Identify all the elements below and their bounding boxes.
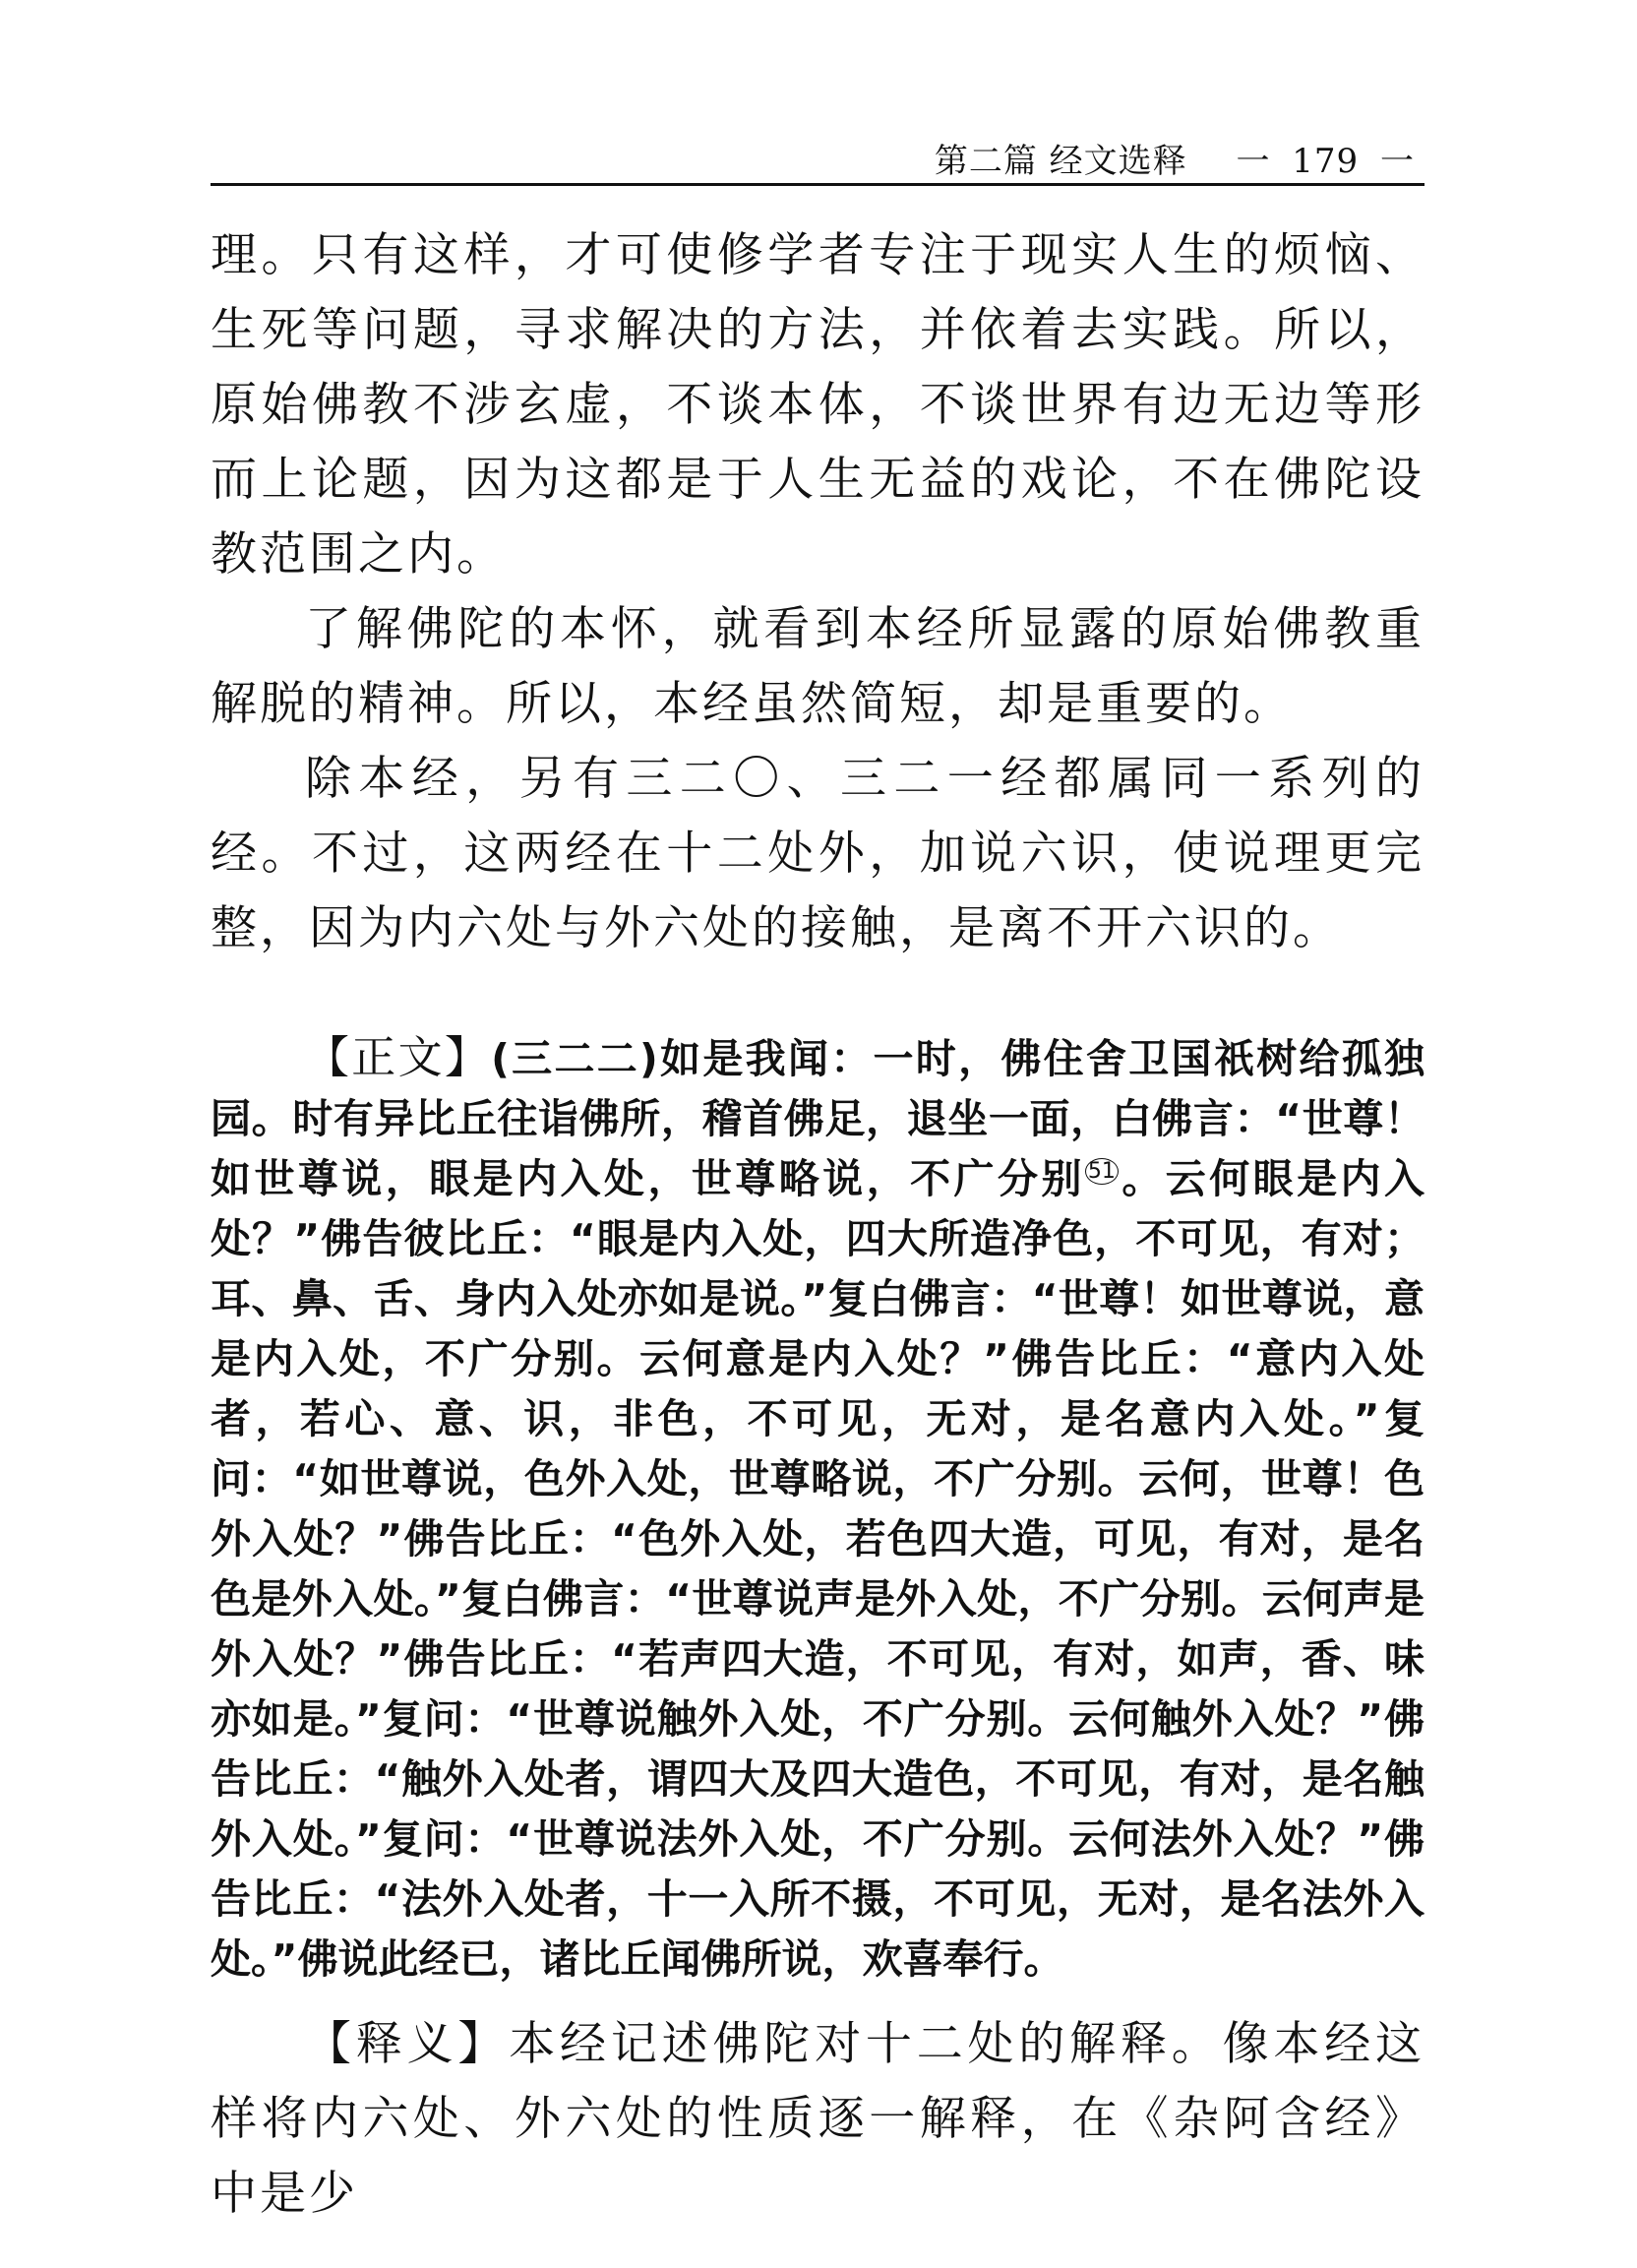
paragraph-related-sutras: 除本经，另有三二〇、三二一经都属同一系列的经。不过，这两经在十二处外，加说六识，使说理更完整，因为内六处与外六处的接触，是离不开六识的。 xyxy=(211,752,1425,955)
header-section: 第二篇 xyxy=(934,142,1038,181)
explanation-paragraph xyxy=(211,2007,1425,2232)
paragraph-buddha-intent: 了解佛陀的本怀，就看到本经所显露的原始佛教重解脱的精神。所以，本经虽然简短，却是重要的。 xyxy=(211,602,1425,731)
footnote-reference[interactable]: 51 xyxy=(1085,1158,1119,1185)
paragraph-continuation: 理。只有这样，才可使修学者专注于现实人生的烦恼、生死等问题，寻求解决的方法，并依着去实践。所以，原始佛教不涉玄虚，不谈本体，不谈世界有边无边等形而上论题，因为这都是于人生无益的戏论，不在佛陀设教范围之内。 xyxy=(211,228,1425,582)
header-dash-right: 一 xyxy=(1380,142,1415,181)
header-title: 经文选释 xyxy=(1049,142,1187,181)
running-header xyxy=(211,126,1425,186)
section-gap xyxy=(211,966,1425,1027)
paragraph-gap xyxy=(211,1990,1425,2007)
explanation-label: 【释义】 xyxy=(305,2017,510,2071)
sutra-main-text xyxy=(211,1027,1425,1990)
main-text-part1: (三二二)如是我闻：一时，佛住舍卫国祇树给孤独园。时有异比丘往诣佛所，稽首佛足，退坐一面，白佛言：“世尊！如世尊说，眼是内入处，世尊略说，不广分别 xyxy=(211,1035,1425,1202)
page-number: 179 xyxy=(1292,142,1360,181)
explanation-text: 本经记述佛陀对十二处的解释。像本经这样将内六处、外六处的性质逐一解释，在《杂阿含经》中是少 xyxy=(211,2017,1425,2221)
header-dash-left: 一 xyxy=(1236,142,1271,181)
main-text-part2: 。云何眼是内入处？”佛告彼比丘：“眼是内入处，四大所造净色，不可见，有对；耳、鼻、舌、身内入处亦如是说。”复白佛言：“世尊！如世尊说，意是内入处，不广分别。云何意是内入处？”佛告比丘：“意内入处者，若心、意、识，非色，不可见，无对，是名意内入处。”复问：“如世尊说，色外入处，世尊略说，不广分别。云何，世尊！色外入处？”佛告比丘：“色外入处，若色四大造，可见，有对，是名色是外入处。”复白佛言：“世尊说声是外入处，不广分别。云何声是外入处？”佛告比丘：“若声四大造，不可见，有对，如声，香、味亦如是。”复问：“世尊说触外入处，不广分别。云何触外入处？”佛告比丘：“触外入处者，谓四大及四大造色，不可见，有对，是名触外入处。”复问：“世尊说法外入处，不广分别。云何法外入处？”佛告比丘：“法外入处者，十一入所不摄，不可见，无对，是名法外入处。”佛说此经已，诸比丘闻佛所说，欢喜奉行。 xyxy=(211,1155,1425,1983)
page-body xyxy=(211,218,1425,2232)
main-text-label: 【正文】 xyxy=(305,1031,492,1083)
header-text xyxy=(935,134,1425,182)
